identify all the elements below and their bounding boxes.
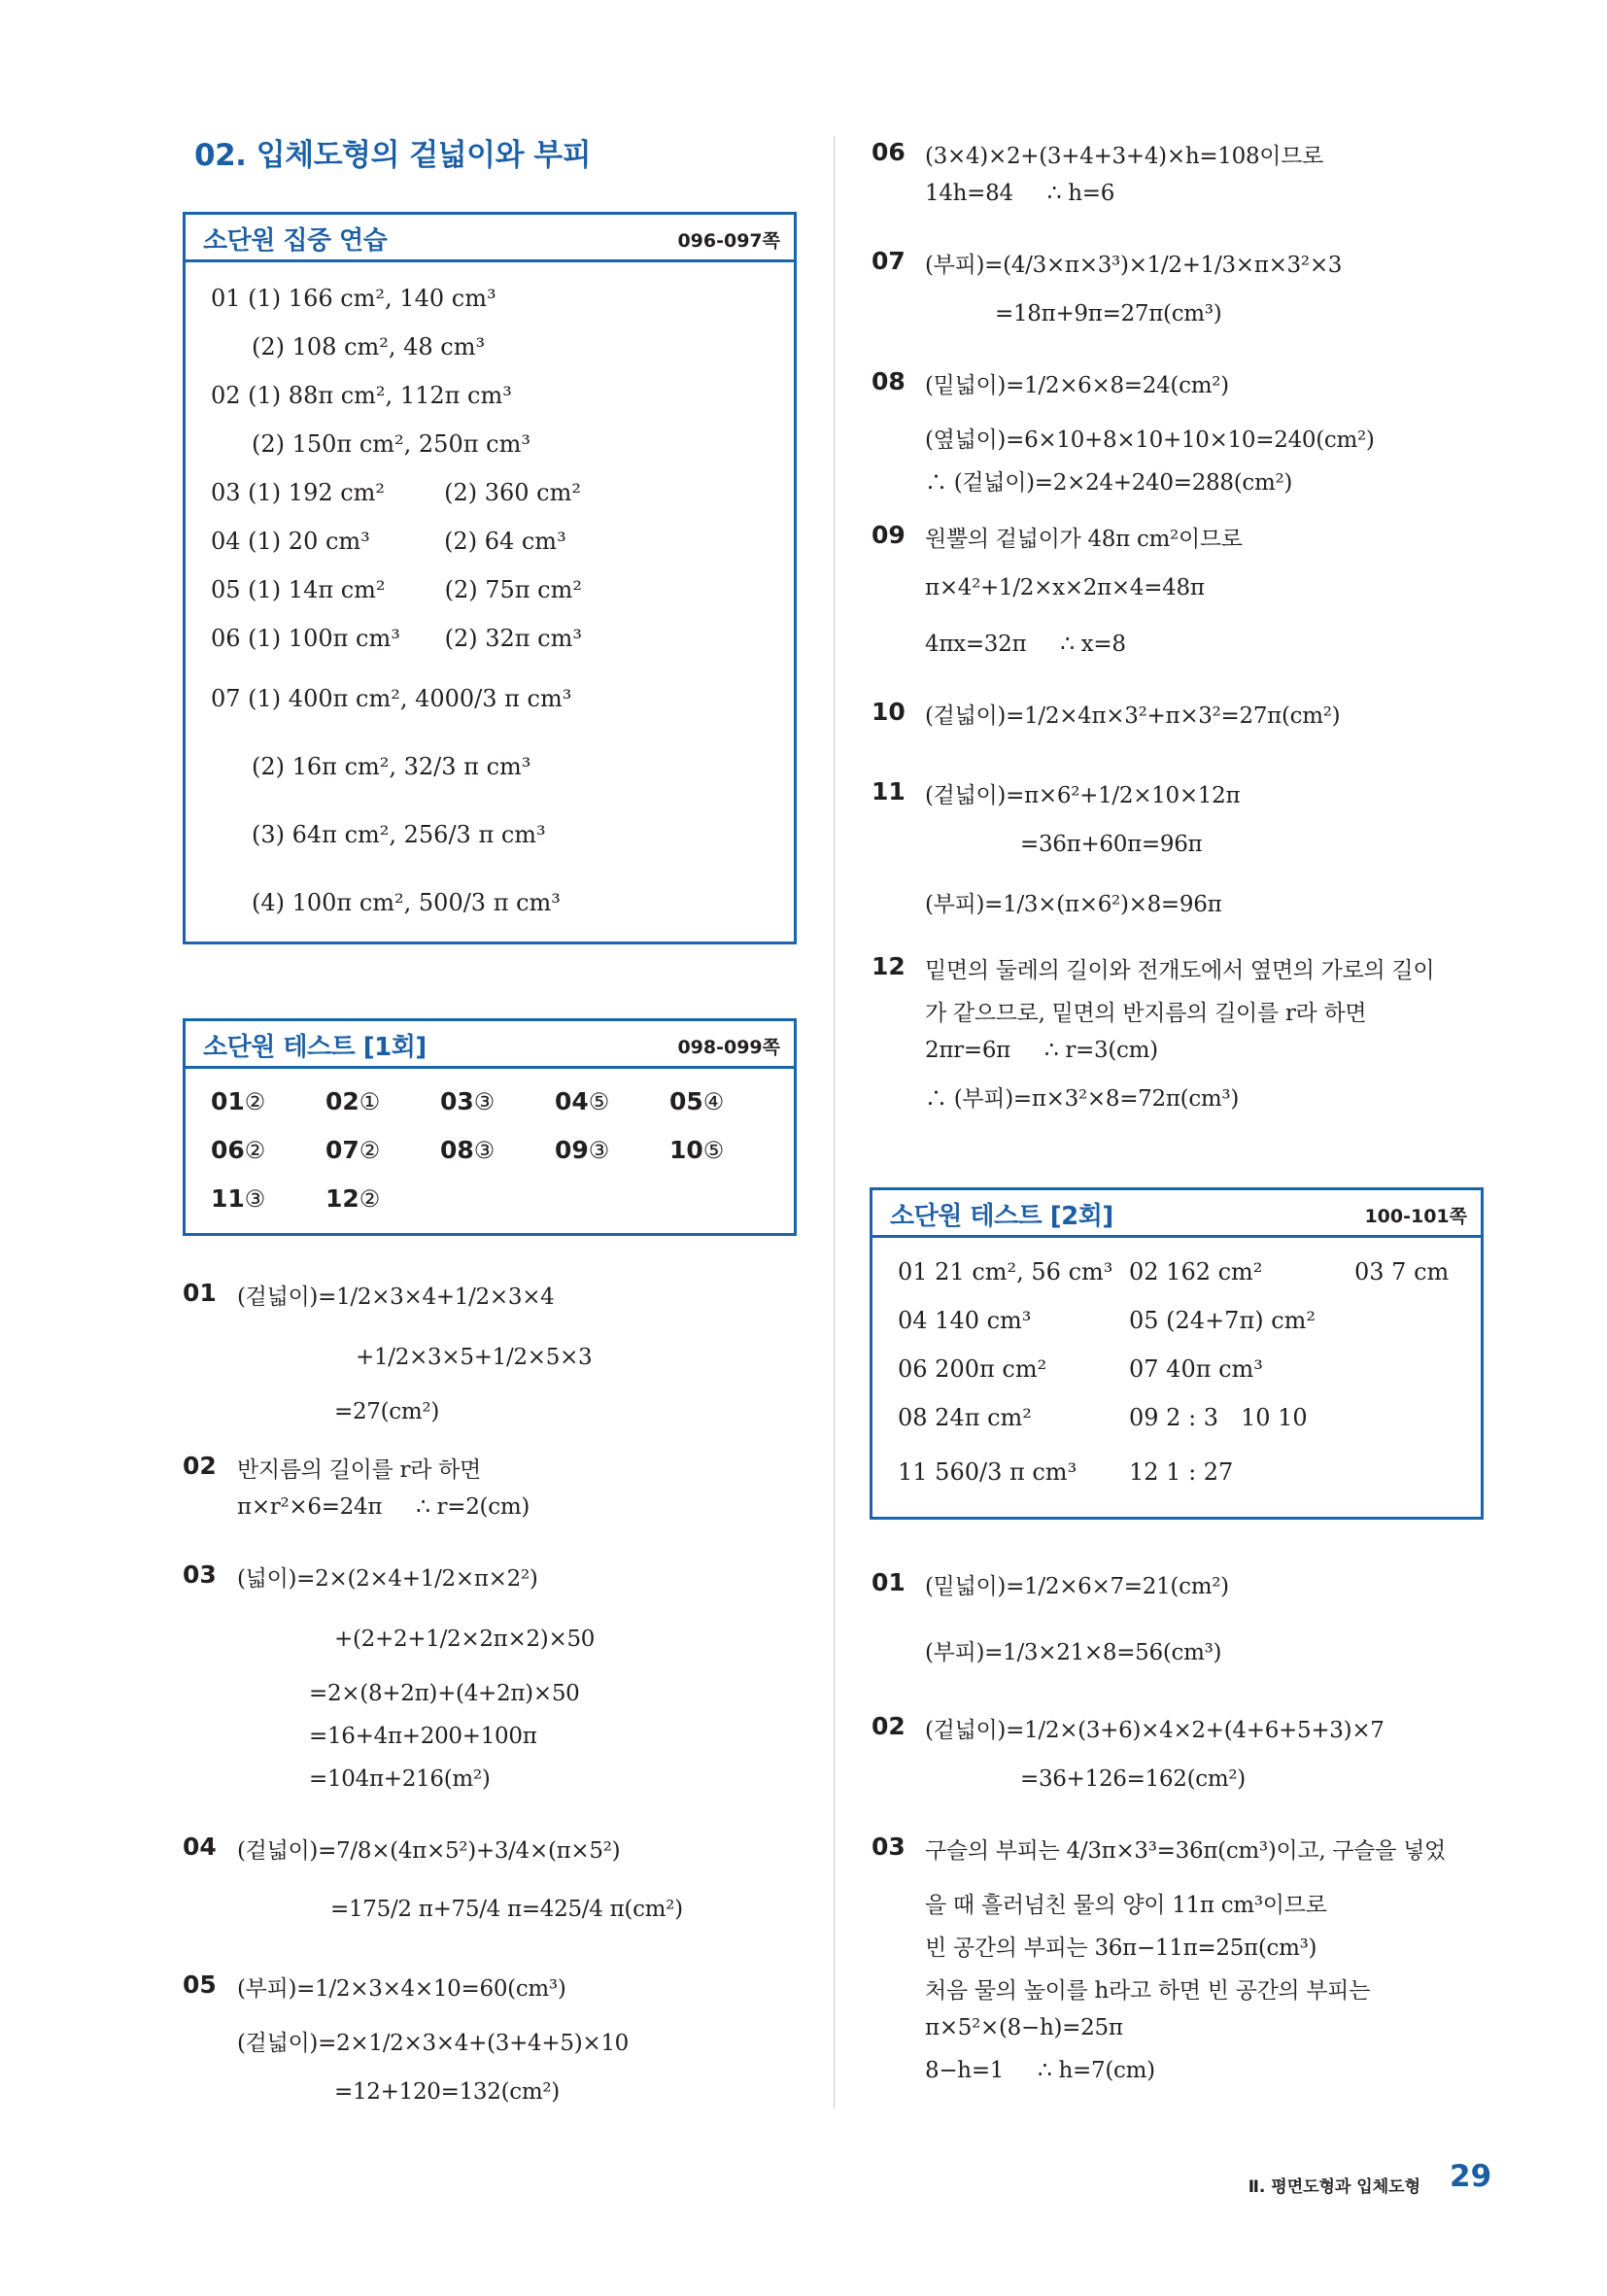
solution-line: =175/2 π+75/4 π=425/4 π(cm²) (330, 1897, 683, 1922)
solution-line: 밑면의 둘레의 길이와 전개도에서 옆면의 가로의 길이 (925, 958, 1435, 983)
box-pages: 098-099쪽 (677, 1037, 780, 1058)
mc-choice: ③ (473, 1088, 496, 1115)
problem-number: 02 (872, 1712, 906, 1740)
mc-choice: ⑤ (702, 1137, 725, 1164)
solution-line: 14h=84 ∴ h=6 (925, 181, 1115, 206)
problem-number: 06 (872, 138, 906, 166)
solution-line: π×r²×6=24π ∴ r=2(cm) (237, 1494, 530, 1520)
solution-line: +1/2×3×5+1/2×5×3 (356, 1345, 593, 1370)
answer-row: (4) 100π cm², 500/3 π cm³ (252, 889, 561, 916)
answer-cell: 08 24π cm² (898, 1404, 1032, 1431)
column-divider (834, 136, 835, 2108)
problem-number: 08 (872, 367, 906, 395)
mc-number: 02 (325, 1087, 359, 1115)
mc-number: 09 (555, 1136, 589, 1164)
solution-line: 을 때 흘러넘친 물의 양이 11π cm³이므로 (925, 1893, 1327, 1918)
mc-answer (211, 1184, 265, 1213)
answer-row: 05 (1) 14π cm² (2) 75π cm² (211, 576, 582, 603)
problem-number: 03 (872, 1833, 906, 1861)
mc-number: 05 (669, 1087, 703, 1115)
page-number: 29 (1450, 2159, 1492, 2194)
box-unit-test-2 (870, 1187, 1484, 1520)
solution-line: ∴ (겉넓이)=2×24+240=288(cm²) (925, 470, 1293, 496)
solution-line: (겉넓이)=1/2×(3+6)×4×2+(4+6+5+3)×7 (925, 1718, 1385, 1743)
solution-line: (밑넓이)=1/2×6×8=24(cm²) (925, 373, 1229, 398)
answer-row: (2) 108 cm², 48 cm³ (252, 333, 486, 360)
mc-answer (211, 1136, 265, 1164)
mc-answer (669, 1136, 724, 1164)
solution-line: π×4²+1/2×x×2π×4=48π (925, 575, 1205, 600)
answer-row: (2) 150π cm², 250π cm³ (252, 430, 530, 458)
box-unit-test-1 (183, 1018, 797, 1236)
problem-number: 03 (183, 1560, 217, 1589)
mc-choice: ② (244, 1137, 266, 1164)
solution-line: (겉넓이)=2×1/2×3×4+(3+4+5)×10 (237, 2031, 630, 2056)
solution-line: 4πx=32π ∴ x=8 (925, 632, 1126, 657)
solution-line: π×5²×(8−h)=25π (925, 2015, 1123, 2040)
problem-number: 12 (872, 952, 906, 980)
mc-number: 11 (211, 1184, 245, 1213)
mc-choice: ① (359, 1088, 381, 1115)
solution-line: (3×4)×2+(3+4+3+4)×h=108이므로 (925, 144, 1324, 169)
mc-answer (669, 1087, 724, 1115)
problem-number: 05 (183, 1970, 217, 1999)
answer-row: (2) 16π cm², 32/3 π cm³ (252, 753, 531, 780)
mc-answer (440, 1136, 495, 1164)
mc-number: 03 (440, 1087, 474, 1115)
mc-choice: ③ (244, 1185, 266, 1213)
answer-row: (3) 64π cm², 256/3 π cm³ (252, 821, 546, 848)
answer-cell: 07 40π cm³ (1129, 1355, 1263, 1383)
solution-line: (옆넓이)=6×10+8×10+10×10=240(cm²) (925, 428, 1375, 453)
answer-cell: 03 7 cm (1354, 1258, 1450, 1285)
answer-row: 04 (1) 20 cm³ (2) 64 cm³ (211, 528, 566, 555)
box-header (186, 215, 794, 262)
mc-number: 08 (440, 1136, 474, 1164)
answer-row: 03 (1) 192 cm² (2) 360 cm² (211, 479, 581, 506)
box-focus-practice (183, 212, 797, 944)
answer-cell: 05 (24+7π) cm² (1129, 1307, 1316, 1334)
problem-number: 04 (183, 1833, 217, 1861)
answer-row: 01 (1) 166 cm², 140 cm³ (211, 285, 496, 312)
solution-line: 처음 물의 높이를 h라고 하면 빈 공간의 부피는 (925, 1978, 1371, 2004)
box-title: 소단원 집중 연습 (203, 226, 388, 256)
mc-number: 04 (555, 1087, 589, 1115)
solution-line: =27(cm²) (334, 1399, 439, 1424)
mc-answer (555, 1136, 609, 1164)
problem-number: 10 (872, 698, 906, 726)
mc-answer (325, 1136, 380, 1164)
box-header (872, 1190, 1481, 1238)
mc-choice: ③ (588, 1137, 610, 1164)
mc-answer (325, 1087, 380, 1115)
solution-line: =18π+9π=27π(cm³) (995, 301, 1222, 326)
mc-number: 07 (325, 1136, 359, 1164)
mc-answer (325, 1184, 380, 1213)
problem-number: 09 (872, 521, 906, 549)
section-title: 02. 입체도형의 겉넓이와 부피 (194, 138, 592, 173)
answer-cell: 01 21 cm², 56 cm³ (898, 1258, 1113, 1285)
mc-choice: ② (359, 1185, 381, 1213)
answer-row: 07 (1) 400π cm², 4000/3 π cm³ (211, 685, 572, 712)
answer-cell: 11 560/3 π cm³ (898, 1458, 1077, 1486)
answer-cell: 12 1 : 27 (1129, 1458, 1234, 1486)
mc-number: 01 (211, 1087, 245, 1115)
problem-number: 07 (872, 247, 906, 275)
footer-chapter: Ⅱ. 평면도형과 입체도형 (1248, 2177, 1420, 2197)
mc-answer (211, 1087, 265, 1115)
solution-line: 빈 공간의 부피는 36π−11π=25π(cm³) (925, 1936, 1317, 1961)
mc-answer (440, 1087, 495, 1115)
problem-number: 11 (872, 777, 906, 805)
solution-line: (밑넓이)=1/2×6×7=21(cm²) (925, 1574, 1229, 1599)
solution-line: ∴ (부피)=π×3²×8=72π(cm³) (925, 1086, 1240, 1112)
solution-line: (겉넓이)=1/2×4π×3²+π×3²=27π(cm²) (925, 703, 1341, 729)
solution-line: 반지름의 길이를 r라 하면 (237, 1457, 481, 1483)
box-pages: 096-097쪽 (677, 230, 780, 252)
solution-line: =12+120=132(cm²) (334, 2079, 560, 2105)
answer-cell: 02 162 cm² (1129, 1258, 1263, 1285)
solution-line: (넓이)=2×(2×4+1/2×π×2²) (237, 1566, 538, 1592)
mc-number: 12 (325, 1184, 359, 1213)
mc-number: 06 (211, 1136, 245, 1164)
solution-line: +(2+2+1/2×2π×2)×50 (334, 1627, 596, 1652)
problem-number: 02 (183, 1452, 217, 1480)
answer-cell: 09 2 : 3 10 10 (1129, 1404, 1308, 1431)
solution-line: =16+4π+200+100π (309, 1724, 537, 1749)
mc-choice: ⑤ (588, 1088, 610, 1115)
mc-choice: ② (359, 1137, 381, 1164)
solution-line: =104π+216(m²) (309, 1766, 491, 1792)
solution-line: 가 같으므로, 밑면의 반지름의 길이를 r라 하면 (925, 1001, 1367, 1026)
solution-line: =36+126=162(cm²) (1020, 1766, 1246, 1792)
solution-line: =2×(8+2π)+(4+2π)×50 (309, 1681, 580, 1706)
mc-answer (555, 1087, 609, 1115)
problem-number: 01 (183, 1279, 217, 1307)
box-pages: 100-101쪽 (1364, 1206, 1467, 1227)
solution-line: (겉넓이)=1/2×3×4+1/2×3×4 (237, 1285, 555, 1310)
box-title: 소단원 테스트 [1회] (203, 1033, 427, 1062)
box-title: 소단원 테스트 [2회] (890, 1202, 1113, 1231)
solution-line: (부피)=1/3×21×8=56(cm³) (925, 1640, 1222, 1665)
problem-number: 01 (872, 1568, 906, 1596)
answer-cell: 06 200π cm² (898, 1355, 1047, 1383)
solution-line: 구슬의 부피는 4/3π×3³=36π(cm³)이고, 구슬을 넣었 (925, 1838, 1446, 1864)
mc-number: 10 (669, 1136, 703, 1164)
solution-line: (겉넓이)=7/8×(4π×5²)+3/4×(π×5²) (237, 1838, 621, 1864)
solution-line: (부피)=(4/3×π×3³)×1/2+1/3×π×3²×3 (925, 253, 1343, 278)
solution-line: (부피)=1/3×(π×6²)×8=96π (925, 892, 1222, 917)
solution-line: (부피)=1/2×3×4×10=60(cm³) (237, 1976, 566, 2002)
answer-cell: 04 140 cm³ (898, 1307, 1032, 1334)
solution-line: 8−h=1 ∴ h=7(cm) (925, 2058, 1155, 2083)
solution-line: =36π+60π=96π (1020, 832, 1203, 857)
box-header (186, 1021, 794, 1069)
mc-choice: ② (244, 1088, 266, 1115)
mc-choice: ④ (702, 1088, 725, 1115)
solution-line: (겉넓이)=π×6²+1/2×10×12π (925, 783, 1241, 808)
answer-row: 02 (1) 88π cm², 112π cm³ (211, 382, 512, 409)
solution-line: 2πr=6π ∴ r=3(cm) (925, 1038, 1158, 1063)
solution-line: 원뿔의 겉넓이가 48π cm²이므로 (925, 527, 1243, 552)
mc-choice: ③ (473, 1137, 496, 1164)
answer-row: 06 (1) 100π cm³ (2) 32π cm³ (211, 625, 582, 652)
